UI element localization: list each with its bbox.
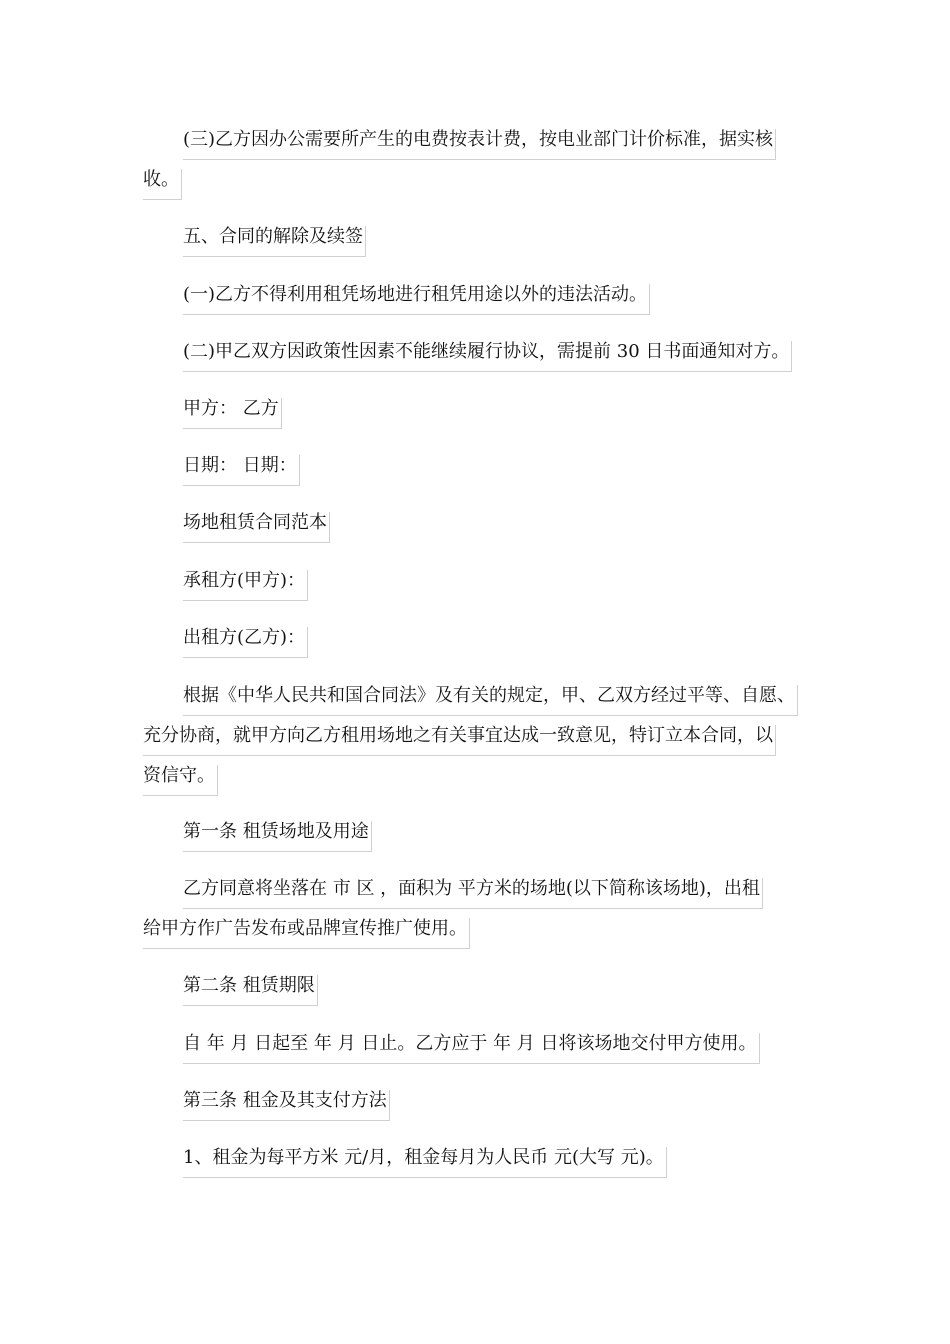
- text-line: 场地租赁合同范本: [143, 503, 807, 543]
- paragraph-lease-term: [143, 1024, 807, 1064]
- text-line: 给甲方作广告发布或品牌宣传推广使用。: [143, 909, 807, 949]
- text-line: 第三条 租金及其支付方法: [143, 1081, 807, 1121]
- article-one-heading: [143, 812, 807, 852]
- section-heading-termination: [143, 217, 807, 257]
- lessor-line: [143, 618, 807, 658]
- document-title: [143, 503, 807, 543]
- paragraph-site-usage: [143, 869, 807, 949]
- text-line: 资信守。: [143, 756, 807, 796]
- text-line: 日期： 日期：: [143, 446, 807, 486]
- article-two-heading: [143, 966, 807, 1006]
- text-line: 第一条 租赁场地及用途: [143, 812, 807, 852]
- paragraph-electricity-fee: [143, 120, 807, 200]
- paragraph-preamble: [143, 676, 807, 796]
- text-line: 充分协商，就甲方向乙方租用场地之有关事宜达成一致意见，特订立本合同，以: [143, 716, 807, 756]
- text-line: 出租方(乙方)：: [143, 618, 807, 658]
- paragraph-clause-two: [143, 332, 807, 372]
- text-line: (三)乙方因办公需要所产生的电费按表计费，按电业部门计价标准，据实核: [143, 120, 807, 160]
- text-line: 根据《中华人民共和国合同法》及有关的规定，甲、乙双方经过平等、自愿、: [143, 676, 807, 716]
- text-line: (二)甲乙双方因政策性因素不能继续履行协议，需提前 30 日书面通知对方。: [143, 332, 807, 372]
- text-line: 五、合同的解除及续签: [143, 217, 807, 257]
- signature-parties: [143, 389, 807, 429]
- text-line: 1、租金为每平方米 元/月，租金每月为人民币 元(大写 元)。: [143, 1138, 807, 1178]
- text-line: 承租方(甲方)：: [143, 561, 807, 601]
- text-line: 收。: [143, 160, 807, 200]
- signature-dates: [143, 446, 807, 486]
- paragraph-clause-one: [143, 275, 807, 315]
- text-line: 第二条 租赁期限: [143, 966, 807, 1006]
- text-line: 自 年 月 日起至 年 月 日止。乙方应于 年 月 日将该场地交付甲方使用。: [143, 1024, 807, 1064]
- text-line: (一)乙方不得利用租凭场地进行租凭用途以外的违法活动。: [143, 275, 807, 315]
- paragraph-rent-amount: [143, 1138, 807, 1178]
- text-line: 乙方同意将坐落在 市 区 ，面积为 平方米的场地(以下简称该场地)，出租: [143, 869, 807, 909]
- article-three-heading: [143, 1081, 807, 1121]
- text-line: 甲方： 乙方: [143, 389, 807, 429]
- lessee-line: [143, 561, 807, 601]
